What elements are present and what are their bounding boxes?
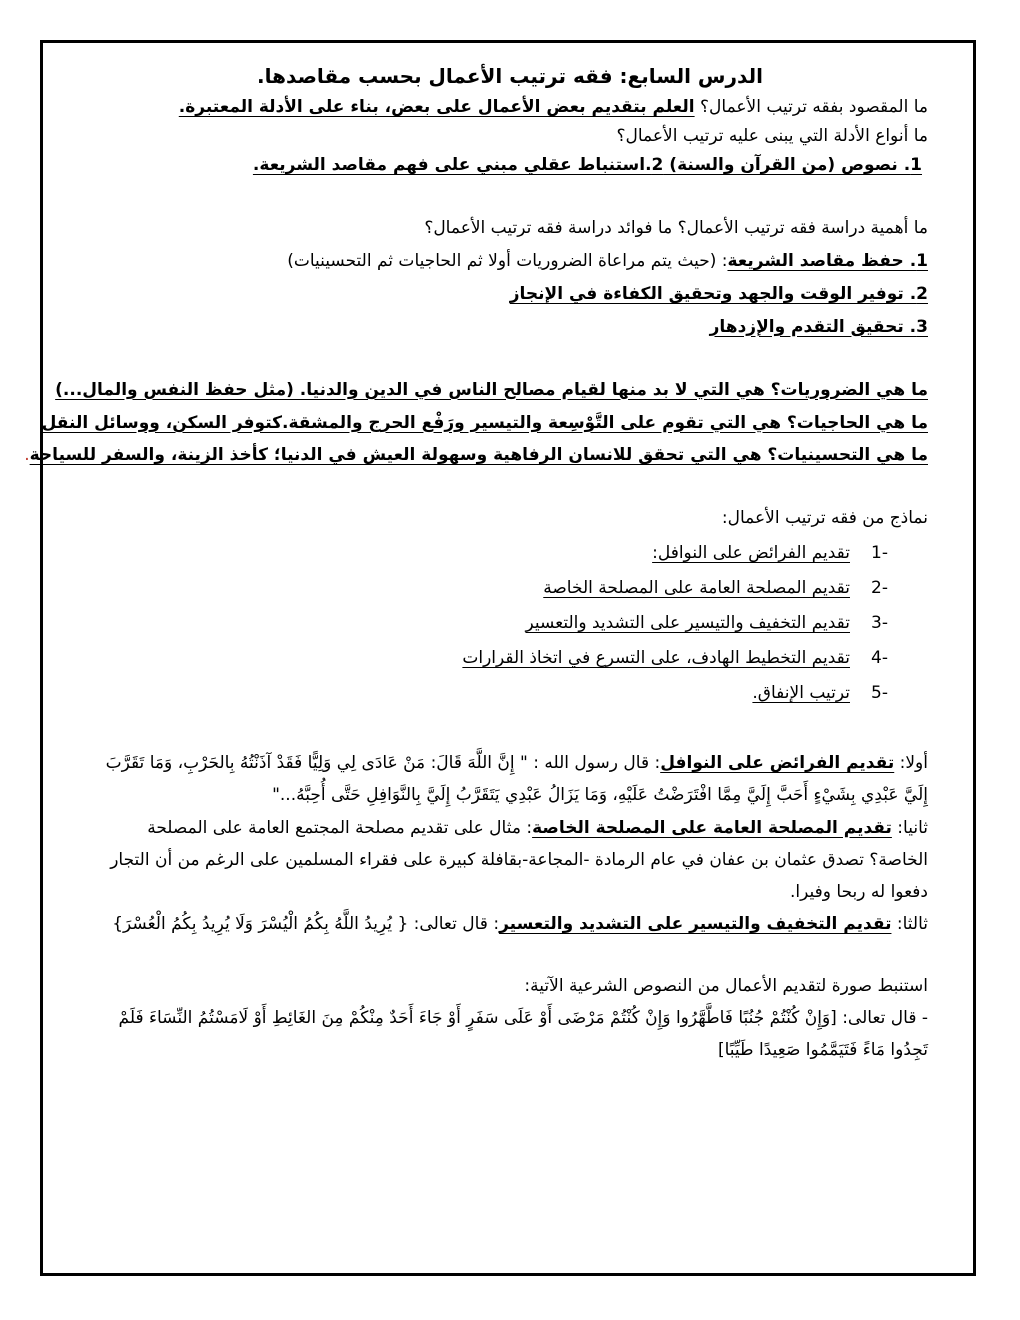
example-text: تقديم المصلحة العامة على المصلحة الخاصة	[543, 578, 850, 599]
explanation-third-title: تقديم التخفيف والتيسير على التشديد والتعسير	[499, 914, 892, 935]
example-item: -3تقديم التخفيف والتيسير على التشديد والتعسير	[525, 613, 888, 634]
explanation-second-title: تقديم المصلحة العامة على المصلحة الخاصة	[532, 817, 892, 838]
importance-question: ما أهمية دراسة فقه ترتيب الأعمال؟ ما فوائد دراسة فقه ترتيب الأعمال؟	[424, 217, 928, 238]
example-text: تقديم التخفيف والتيسير على التشديد والتعسير	[525, 613, 850, 634]
examples-list	[92, 542, 928, 705]
explanation-first-text: : قال رسول الله : " إِنَّ اللَّهَ قَالَ: مَنْ عَادَى لِي وَلِيًّا فَقَدْ آذَنْتُهُ بِالحَرْبِ، وَمَا تَقَرَّبَ إِلَيَّ عَبْدِي بِشَيْءٍ أَحَبَّ إِلَيَّ مِمَّا افْتَرَضْتُ عَلَيْهِ، وَمَا يَزَالُ عَبْدِي يَتَقَرَّبُ إِلَيَّ بِالنَّوَافِلِ حَتَّى أُحِبَّهُ..."	[105, 753, 928, 806]
example-item: -1تقديم الفرائض على النوافل:	[652, 543, 888, 564]
evidence-answer: 1. نصوص (من القرآن والسنة) 2.استنباط عقلي مبني على فهم مقاصد الشريعة.	[252, 154, 922, 175]
definition-improvements-end: .	[24, 445, 30, 466]
explanation-third-text: : قال تعالى: { يُرِيدُ اللَّهُ بِكُمُ الْيُسْرَ وَلَا يُرِيدُ بِكُمُ الْعُسْرَ}	[112, 914, 500, 935]
example-text: تقديم الفرائض على النوافل:	[652, 543, 850, 564]
definition-question-text: ما المقصود بفقه ترتيب الأعمال؟	[700, 97, 928, 117]
example-text: تقديم التخطيط الهادف، على التسرع في اتخاذ القرارات	[462, 648, 850, 669]
example-item: -4تقديم التخطيط الهادف، على التسرع في اتخاذ القرارات	[462, 648, 888, 669]
importance-point-2: 2. توفير الوقت والجهد وتحقيق الكفاءة في الإنجاز	[509, 283, 928, 304]
examples-heading: نماذج من فقه ترتيب الأعمال:	[721, 508, 928, 529]
explanation-second: ثانيا: تقديم المصلحة العامة على المصلحة الخاصة: مثال على تقديم مصلحة المجتمع العامة على المصلحة الخاصة؟ تصدق عثمان بن عفان في عام الرمادة -المجاعة-بقافلة كبيرة على فقراء المسلمين على الرغم من أن التجار دفعوا له ربحا وفيرا.	[110, 817, 928, 903]
importance-point-1-detail: : (حيث يتم مراعاة الضروريات أولا ثم الحاجيات ثم التحسينيات)	[287, 250, 728, 271]
definition-answer: العلم بتقديم بعض الأعمال على بعض، بناء على الأدلة المعتبرة.	[178, 97, 695, 117]
explanation-second-text: : مثال على تقديم مصلحة المجتمع العامة على المصلحة الخاصة؟ تصدق عثمان بن عفان في عام الرمادة -المجاعة-بقافلة كبيرة على فقراء المسلمين على الرغم من أن التجار دفعوا له ربحا وفيرا.	[110, 817, 928, 903]
definition-question	[92, 96, 928, 119]
definition-necessities: ما هي الضروريات؟ هي التي لا بد منها لقيام مصالح الناس في الدين والدنيا. (مثل حفظ النفس والمال...)	[55, 379, 928, 400]
definition-improvements	[24, 444, 928, 467]
explanation-first: أولا: تقديم الفرائض على النوافل: قال رسول الله : " إِنَّ اللَّهَ قَالَ: مَنْ عَادَى لِي وَلِيًّا فَقَدْ آذَنْتُهُ بِالحَرْبِ، وَمَا تَقَرَّبَ إِلَيَّ عَبْدِي بِشَيْءٍ أَحَبَّ إِلَيَّ مِمَّا افْتَرَضْتُ عَلَيْهِ، وَمَا يَزَالُ عَبْدِي يَتَقَرَّبُ إِلَيَّ بِالنَّوَافِلِ حَتَّى أُحِبَّهُ..."	[105, 753, 928, 806]
example-item: -5ترتيب الإنفاق.	[752, 683, 888, 704]
evidence-question: ما أنواع الأدلة التي يبنى عليه ترتيب الأعمال؟	[616, 125, 928, 146]
explanation-third: ثالثا: تقديم التخفيف والتيسير على التشديد والتعسير: قال تعالى: { يُرِيدُ اللَّهُ بِكُمُ الْيُسْرَ وَلَا يُرِيدُ بِكُمُ الْعُسْرَ}	[112, 914, 928, 935]
importance-point-3: 3. تحقيق التقدم والإزدهار	[709, 316, 928, 337]
lesson-title: الدرس السابع: فقه ترتيب الأعمال بحسب مقاصدها.	[257, 64, 763, 88]
example-text: ترتيب الإنفاق.	[752, 683, 850, 704]
definition-needs: ما هي الحاجيات؟ هي التي تقوم على التَّوْسِعة والتيسير ورَفْع الحرج والمشقة.كتوفر السكن، ووسائل النقل	[41, 412, 928, 433]
example-item: -2تقديم المصلحة العامة على المصلحة الخاصة	[543, 578, 888, 599]
exercise-verse: - قال تعالى: [وَإِنْ كُنْتُمْ جُنُبًا فَاطَّهَّرُوا وَإِنْ كُنْتُمْ مَرْضَى أَوْ عَلَى سَفَرٍ أَوْ جَاءَ أَحَدٌ مِنْكُمْ مِنَ الغَائِطِ أَوْ لَامَسْتُمُ النِّسَاءَ فَلَمْ تَجِدُوا مَاءً فَتَيَمَّمُوا صَعِيدًا طَيِّبًا]	[118, 1007, 928, 1061]
importance-point-1	[92, 250, 928, 273]
importance-point-1-title: 1. حفظ مقاصد الشريعة	[727, 250, 928, 271]
exercise-prompt: استنبط صورة لتقديم الأعمال من النصوص الشرعية الآتية:	[524, 975, 928, 996]
explanation-first-title: تقديم الفرائض على النوافل	[660, 753, 895, 773]
worksheet	[24, 64, 928, 1066]
definition-improvements-text: ما هي التحسينيات؟ هي التي تحقق للانسان الرفاهية وسهولة العيش في الدنيا؛ كأخذ الزينة، والسفر للسياحة	[29, 445, 928, 466]
